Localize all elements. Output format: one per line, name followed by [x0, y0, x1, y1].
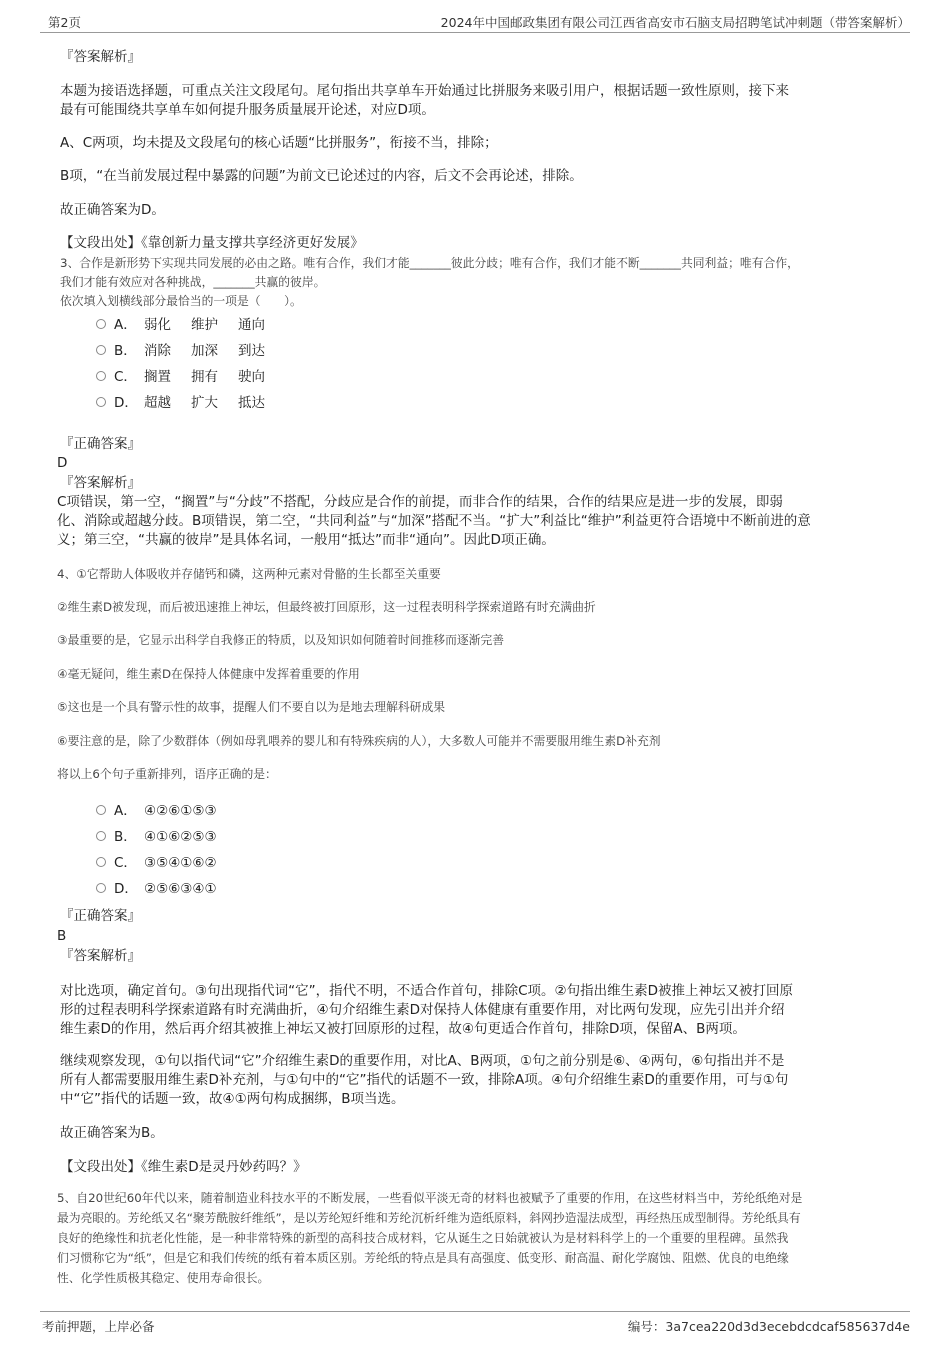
q4-analysis-line: 所有人都需要服用维生素D补充剂，与①句中的“它”指代的话题不一致，排除A项。④句介绍维生素D的重要作用，可与①句 — [60, 1072, 789, 1088]
q4-analysis-line: 形的过程表明科学探索道路有时充满曲折，④句介绍维生素D对保持人体健康有重要作用，对比两句发现，应先引出并介绍 — [60, 1002, 785, 1018]
q3-prompt: 依次填入划横线部分最恰当的一项是（ ）。 — [60, 294, 302, 308]
q4-sentence: ③最重要的是，它显示出科学自我修正的特质，以及知识如何随着时间推移而逐渐完善 — [57, 633, 505, 647]
radio-icon[interactable] — [96, 831, 106, 841]
radio-icon[interactable] — [96, 319, 106, 329]
q2-analysis-ac: A、C两项，均未提及文段尾句的核心话题“比拼服务”，衔接不当，排除； — [60, 135, 498, 151]
q3-option-d[interactable]: D． 超越 扩大 抵达 — [96, 393, 285, 413]
radio-icon[interactable] — [96, 805, 106, 815]
radio-icon[interactable] — [96, 371, 106, 381]
q3-answer-label: 『正确答案』 — [60, 436, 141, 452]
q3-stem-line: 3、合作是新形势下实现共同发展的必由之路。唯有合作，我们才能_______彼此分歧；唯有合作，我们才能不断_______共同利益；唯有合作， — [60, 256, 799, 270]
q3-analysis-line: 义；第三空，“共赢的彼岸”是具体名词，一般用“抵达”而非“通向”。因此D项正确。 — [57, 532, 555, 548]
q3-analysis-line: C项错误，第一空，“搁置”与“分歧”不搭配，分歧应是合作的前提，而非合作的结果，合作的结果应是进一步的发展，即弱 — [57, 494, 783, 510]
q5-stem-line: 5、自20世纪60年代以来，随着制造业科技水平的不断发展，一些看似平淡无奇的材料也被赋予了重要的作用，在这些材料当中，芳纶纸绝对是 — [57, 1191, 803, 1205]
q4-analysis-line: 中“它”指代的话题一致，故④①两句构成捆绑，B项当选。 — [60, 1091, 405, 1107]
radio-icon[interactable] — [96, 345, 106, 355]
q4-source: 【文段出处】《维生素D是灵丹妙药吗？》 — [60, 1159, 307, 1175]
document-id: 编号：3a7cea220d3d3ecebdcdcaf585637d4e — [627, 1319, 910, 1334]
radio-icon[interactable] — [96, 857, 106, 867]
q4-option-a[interactable]: A． ④②⑥①⑤③ — [96, 801, 217, 821]
q5-stem-line: 良好的绝缘性和抗老化性能，是一种非常特殊的新型的高科技合成材料，它从诞生之日始就被认为是材料科学上的一个重要的里程碑。虽然我 — [57, 1231, 789, 1245]
q5-stem-line: 最为亮眼的。芳纶纸又名“聚芳酰胺纤维纸”，是以芳纶短纤维和芳纶沉析纤维为造纸原料，斜网抄造湿法成型，再经热压成型制得。芳纶纸具有 — [57, 1211, 801, 1225]
q4-sentence: 4、①它帮助人体吸收并存储钙和磷，这两种元素对骨骼的生长都至关重要 — [57, 567, 441, 581]
footer-slogan: 考前押题，上岸必备 — [42, 1319, 155, 1334]
q2-analysis-line: 最有可能围绕共享单车如何提升服务质量展开论述，对应D项。 — [60, 102, 435, 118]
document-title: 2024年中国邮政集团有限公司江西省高安市石脑支局招聘笔试冲刺题（带答案解析） — [440, 15, 910, 30]
q3-option-a[interactable]: A． 弱化 维护 通向 — [96, 315, 285, 335]
radio-icon[interactable] — [96, 397, 106, 407]
q2-analysis-line: 本题为接语选择题，可重点关注文段尾句。尾句指出共享单车开始通过比拼服务来吸引用户，根据话题一致性原则，接下来 — [60, 83, 789, 99]
q4-answer: B — [57, 928, 67, 944]
q3-stem-line: 我们才能有效应对各种挑战，_______共赢的彼岸。 — [60, 275, 326, 289]
page-header — [40, 8, 910, 33]
page-number: 第2页 — [48, 15, 81, 30]
q4-sentence: ②维生素D被发现，而后被迅速推上神坛，但最终被打回原形，这一过程表明科学探索道路有时充满曲折 — [57, 600, 596, 614]
page-footer — [40, 1311, 910, 1336]
q4-analysis-line: 维生素D的作用，然后再介绍其被推上神坛又被打回原形的过程，故④句更适合作首句，排除D项，保留A、B两项。 — [60, 1021, 746, 1037]
q4-prompt: 将以上6个句子重新排列，语序正确的是： — [57, 767, 277, 781]
q5-stem-line: 们习惯称它为“纸”，但是它和我们传统的纸有着本质区别。芳纶纸的特点是具有高强度、低变形、耐高温、耐化学腐蚀、阻燃、优良的电绝缘 — [57, 1251, 789, 1265]
q4-option-d[interactable]: D． ②⑤⑥③④① — [96, 879, 217, 899]
q4-analysis-line: 继续观察发现，①句以指代词“它”介绍维生素D的重要作用，对比A、B两项，①句之前分别是⑥、④两句，⑥句指出并不是 — [60, 1053, 785, 1069]
q2-source: 【文段出处】《靠创新力量支撑共享经济更好发展》 — [60, 235, 364, 251]
q2-analysis-b: B项，“在当前发展过程中暴露的问题”为前文已论述过的内容，后文不会再论述，排除。 — [60, 168, 583, 184]
q3-option-c[interactable]: C． 搁置 拥有 驶向 — [96, 367, 285, 387]
q4-sentence: ⑤这也是一个具有警示性的故事，提醒人们不要自以为是地去理解科研成果 — [57, 700, 446, 714]
q4-answer-label: 『正确答案』 — [60, 908, 141, 924]
q3-analysis-line: 化、消除或超越分歧。B项错误，第二空，“共同利益”与“加深”搭配不当。“扩大”利益比“维护”利益更符合语境中不断前进的意 — [57, 513, 811, 529]
q2-analysis-label: 『答案解析』 — [60, 49, 141, 65]
q3-analysis-label: 『答案解析』 — [60, 475, 141, 491]
q4-analysis-label: 『答案解析』 — [60, 948, 141, 964]
q4-conclusion: 故正确答案为B。 — [60, 1125, 164, 1141]
q2-conclusion: 故正确答案为D。 — [60, 202, 165, 218]
radio-icon[interactable] — [96, 883, 106, 893]
q3-answer: D — [57, 455, 68, 471]
q5-stem-line: 性、化学性质极其稳定、使用寿命很长。 — [57, 1271, 270, 1285]
q4-option-b[interactable]: B． ④①⑥②⑤③ — [96, 827, 217, 847]
q4-option-c[interactable]: C． ③⑤④①⑥② — [96, 853, 217, 873]
q4-analysis-line: 对比选项，确定首句。③句出现指代词“它”，指代不明，不适合作首句，排除C项。②句指出维生素D被推上神坛又被打回原 — [60, 983, 794, 999]
q3-option-b[interactable]: B． 消除 加深 到达 — [96, 341, 285, 361]
q4-sentence: ⑥要注意的是，除了少数群体（例如母乳喂养的婴儿和有特殊疾病的人），大多数人可能并不需要服用维生素D补充剂 — [57, 734, 661, 748]
q4-sentence: ④毫无疑问，维生素D在保持人体健康中发挥着重要的作用 — [57, 667, 360, 681]
